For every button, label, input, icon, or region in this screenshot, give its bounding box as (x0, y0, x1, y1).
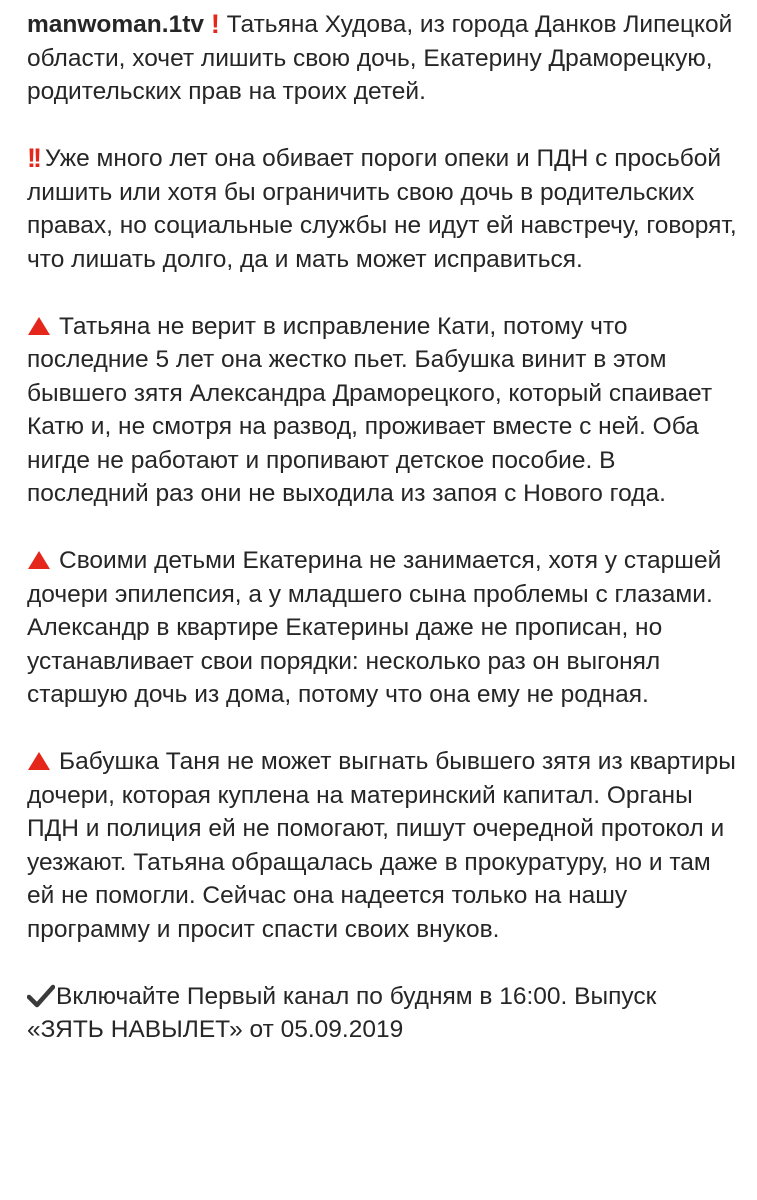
red-exclamation-icon: ! (210, 9, 220, 39)
paragraph-text: Уже много лет она обивает пороги опеки и ПДН с просьбой лишить или хотя бы ограничить свою дочь в родительских правах, но социальные службы не идут ей навстречу, говорят, что лишать долго, да и мать может исправиться. (27, 145, 737, 273)
caption-paragraph-1 (27, 8, 737, 109)
caption-paragraph-2 (27, 142, 737, 276)
caption-paragraph-3 (27, 310, 737, 511)
paragraph-text: Татьяна не верит в исправление Кати, потому что последние 5 лет она жестко пьет. Бабушка винит в этом бывшего зятя Александра Драморецкого, который спаивает Катю и, не смотря на развод, проживает вместе с ней. Оба нигде не работают и пропивают детское пособие. В последний раз они не выходила из запоя с Нового года. (27, 312, 713, 507)
paragraph-text: Включайте Первый канал по будням в 16:00. Выпуск «ЗЯТЬ НАВЫЛЕТ» от 05.09.2019 (27, 982, 657, 1043)
paragraph-text: Татьяна Худова, из города Данков Липецкой области, хочет лишить свою дочь, Екатерину Драморецкую, родительских прав на троих детей. (27, 11, 733, 105)
red-triangle-icon (27, 751, 51, 771)
username-link[interactable]: manwoman.1tv (27, 11, 204, 38)
paragraph-text: Своими детьми Екатерина не занимается, хотя у старшей дочери эпилепсия, а у младшего сына проблемы с глазами. Александр в квартире Екатерины даже не прописан, но устанавливает свои порядки: несколько раз он выгонял старшую дочь из дома, потому что она ему не родная. (27, 547, 722, 708)
caption-paragraph-4 (27, 544, 737, 712)
red-triangle-icon (27, 316, 51, 336)
red-double-exclamation-icon: !! (27, 143, 39, 173)
caption-paragraph-5 (27, 745, 737, 946)
check-mark-icon (27, 984, 55, 1008)
paragraph-text: Бабушка Таня не может выгнать бывшего зятя из квартиры дочери, которая куплена на материнский капитал. Органы ПДН и полиция ей не помогают, пишут очередной протокол и уезжают. Татьяна обращалась даже в прокуратуру, но и там ей не помогли. Сейчас она надеется только на нашу программу и просит спасти своих внуков. (27, 748, 736, 943)
red-triangle-icon (27, 550, 51, 570)
caption-paragraph-6 (27, 980, 737, 1047)
